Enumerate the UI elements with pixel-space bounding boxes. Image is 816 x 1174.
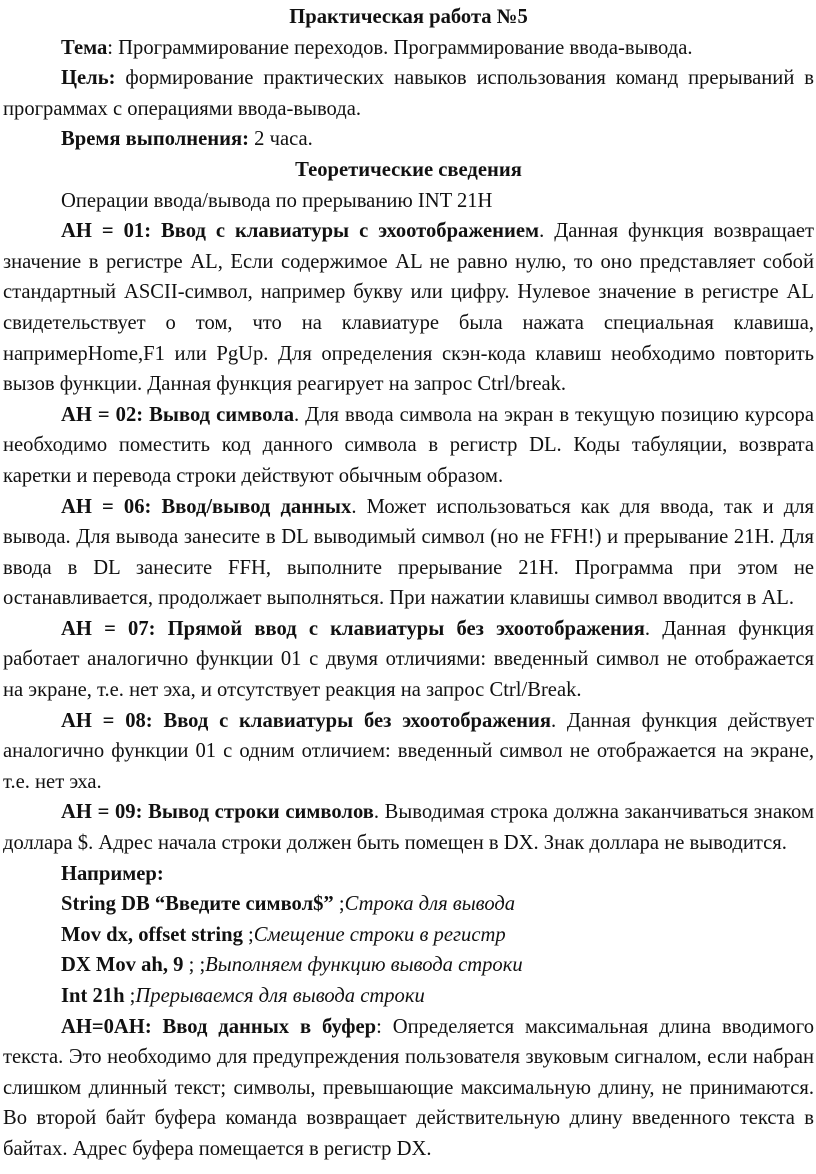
topic-paragraph	[3, 33, 814, 64]
function-heading: AH = 02: Вывод символа	[61, 403, 294, 426]
code-line	[3, 981, 814, 1012]
code-text: String DB “Введите символ$”	[61, 893, 334, 916]
function-body: . Данная функция действует аналогично функции 01 с одним отличием: введенный символ не отображается на экране, т.е. нет эха.	[3, 709, 814, 793]
function-paragraph	[3, 400, 814, 492]
code-separator: ;	[242, 923, 254, 946]
code-line	[3, 950, 814, 981]
code-comment: Смещение строки в регистр	[253, 923, 506, 946]
function-body: . Данная функция работает аналогично функции 01 с двумя отличиями: введенный символ не отображается на экране, т.е. нет эха, и отсутствует реакция на запрос Ctrl/Break.	[3, 617, 814, 702]
function-heading: AH = 08: Ввод с клавиатуры без эхоотображения	[61, 709, 551, 732]
topic-text: : Программирование переходов. Программирование ввода-вывода.	[107, 36, 693, 59]
page-title: Практическая работа №5	[289, 6, 528, 28]
function-paragraph	[3, 706, 814, 798]
topic-label: Тема	[61, 36, 108, 59]
goal-label: Цель:	[61, 67, 116, 90]
function-body: . Выводимая строка должна заканчиваться знаком доллара $. Адрес начала строки должен быть помещен в DX. Знак доллара не выводится.	[3, 801, 814, 855]
function-body: . Для ввода символа на экран в текущую позицию курсора необходимо поместить код данного символа в регистр DL. Коды табуляции, возврата каретки и перевода строки действуют обычным образом.	[3, 403, 814, 487]
function-heading: AH = 01: Ввод с клавиатуры с эхоотображением	[61, 220, 540, 243]
function-paragraph	[3, 1012, 814, 1165]
goal-text: формирование практических навыков использования команд прерываний в программах с операциями ввода-вывода.	[3, 67, 814, 120]
code-comment: Прерываемся для вывода строки	[135, 985, 425, 1007]
code-comment: Выполняем функцию вывода строки	[205, 954, 523, 977]
function-heading: AH = 09: Вывод строки символов	[61, 801, 374, 824]
code-text: Mov dx, offset string	[61, 923, 243, 946]
function-paragraph	[3, 492, 814, 614]
function-paragraph	[3, 797, 814, 858]
code-separator: ;	[333, 893, 345, 916]
code-text: DX Mov ah, 9	[61, 954, 184, 977]
code-line	[3, 920, 814, 951]
time-paragraph	[3, 124, 814, 155]
code-separator: ;	[124, 985, 136, 1007]
example-label: Например:	[61, 862, 164, 885]
function-heading: AH = 07: Прямой ввод с клавиатуры без эхоотображения	[61, 617, 645, 640]
function-paragraph	[3, 614, 814, 706]
code-line	[3, 889, 814, 920]
function-body: . Может использоваться как для ввода, так и для вывода. Для вывода занесите в DL выводимый символ (но не FFH!) и прерывание 21H. Для ввода в DL занесите FFH, выполните прерывание 21H. Программа при этом не останавливается, продолжает выполняться. При нажатии клавишы символ вводится в AL.	[3, 495, 814, 610]
theory-heading: Теоретические сведения	[295, 158, 522, 181]
function-body: . Данная функция возвращает значение в регистре AL, Если содержимое AL не равно нулю, то оно представляет собой стандартный ASCII-символ, например букву или цифру. Нулевое значение в регистре AL свидетельствует о том, что на клавиатуре была нажата специальная клавиша, напримерHome,F1 или PgUp. Для определения скэн-кода клавиш необходимо повторить вызов функции. Данная функция реагирует на запрос Ctrl/break.	[3, 220, 814, 396]
function-heading: AH = 06: Ввод/вывод данных	[61, 495, 352, 518]
code-comment: Строка для вывода	[344, 893, 516, 916]
function-body: : Определяется максимальная длина вводимого текста. Это необходимо для предупреждения пользователя звуковым сигналом, если набран слишком длинный текст; символы, превышающие максимальную длину, не принимаются. Во второй байт буфера команда возвращает действительную длину введенного текста в байтах. Адрес буфера помещается в регистр DX.	[3, 1015, 815, 1160]
function-heading: AH=0AH: Ввод данных в буфер	[61, 1015, 377, 1038]
time-text: 2 часа.	[249, 128, 313, 151]
intro-paragraph: Операции ввода/вывода по прерыванию INT 21H	[61, 189, 493, 212]
code-separator: ; ;	[183, 954, 206, 977]
time-label: Время выполнения:	[61, 128, 250, 151]
function-paragraph	[3, 216, 814, 400]
goal-paragraph	[3, 63, 814, 124]
code-text: Int 21h	[61, 985, 125, 1007]
